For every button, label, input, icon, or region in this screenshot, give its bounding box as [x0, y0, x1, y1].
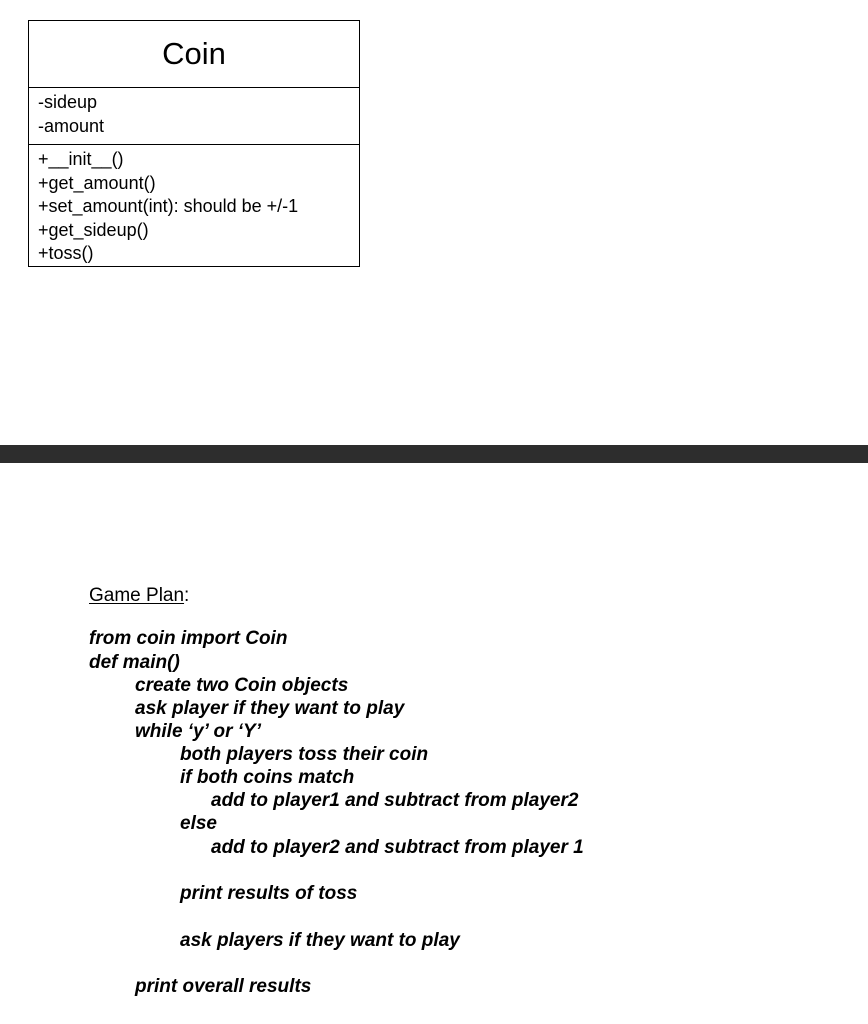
- pseudocode-line: add to player2 and subtract from player 1: [211, 837, 584, 858]
- attribute-text: -amount: [38, 115, 105, 136]
- attribute-text: -sideup: [38, 92, 98, 112]
- pseudocode-line: ask players if they want to play: [180, 930, 460, 951]
- game-plan-heading: [89, 584, 189, 608]
- uml-method-set-amount: [38, 195, 359, 219]
- pseudocode-line: while ‘y’ or ‘Y’: [135, 721, 261, 742]
- uml-class-name: Coin: [29, 21, 359, 88]
- game-plan-label: Game Plan: [89, 585, 185, 606]
- pseudocode-line: print overall results: [135, 976, 312, 997]
- pseudocode-line: def main(): [89, 652, 180, 673]
- pseudocode-line: create two Coin objects: [135, 675, 349, 696]
- pseudocode-line: add to player1 and subtract from player2: [211, 790, 579, 811]
- uml-methods: [29, 145, 359, 266]
- uml-method-toss: [38, 242, 359, 266]
- method-text: +__init__(): [38, 149, 124, 169]
- uml-attributes: [29, 88, 359, 145]
- uml-attribute-amount: [38, 115, 359, 139]
- section-divider: [0, 445, 868, 463]
- uml-method-get-sideup: [38, 219, 359, 243]
- pseudocode-line: if both coins match: [180, 767, 355, 788]
- uml-method-get-amount: [38, 172, 359, 196]
- uml-attribute-sideup: [38, 91, 359, 115]
- method-text: +get_amount(): [38, 172, 156, 193]
- uml-method-init: [38, 148, 359, 172]
- pseudocode-line: else: [180, 813, 217, 834]
- pseudocode-line: ask player if they want to play: [135, 698, 405, 719]
- pseudocode-line: from coin import Coin: [89, 628, 288, 649]
- method-text: +toss(): [38, 243, 94, 263]
- method-text: +get_sideup(): [38, 219, 149, 240]
- uml-class-box: [28, 20, 360, 267]
- pseudocode-line: print results of toss: [180, 883, 358, 904]
- method-text: +set_amount(int): should be +/-1: [38, 196, 299, 216]
- game-plan-colon: :: [184, 585, 190, 606]
- pseudocode-line: both players toss their coin: [180, 744, 429, 765]
